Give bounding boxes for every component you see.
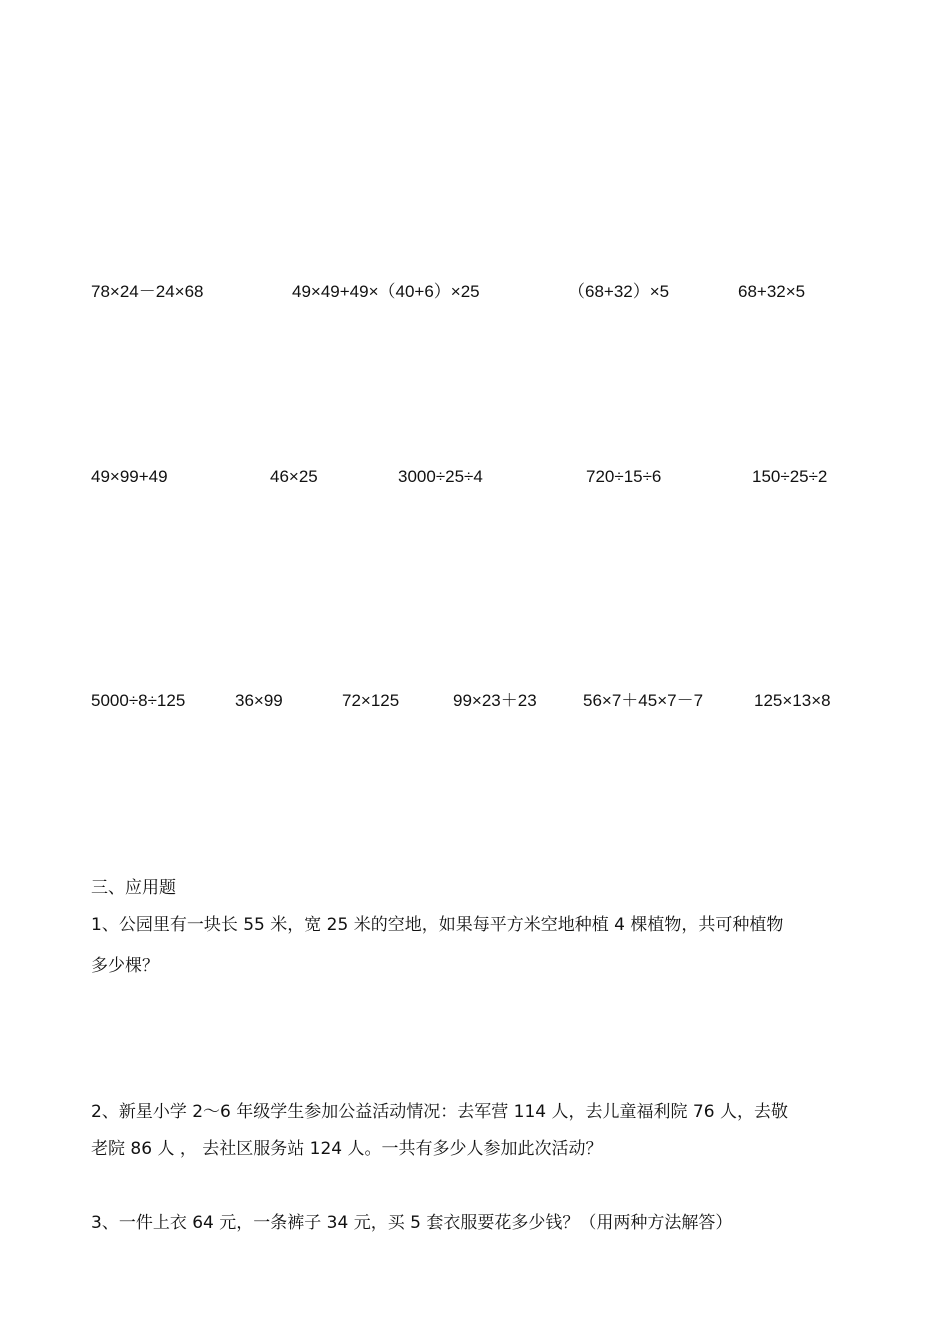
expression: 150÷25÷2 xyxy=(752,467,828,486)
expression: 49×49+49×（40+6）×25 xyxy=(292,282,480,301)
question-2-line-2: 老院 86 人 ， 去社区服务站 124 人。一共有多少人参加此次活动？ xyxy=(91,1139,603,1159)
expression: （68+32）×5 xyxy=(568,282,670,301)
expression: 99×23＋23 xyxy=(453,691,537,710)
expression: 68+32×5 xyxy=(738,282,806,301)
expression: 46×25 xyxy=(270,467,318,486)
question-2-line-1: 2、新星小学 2～6 年级学生参加公益活动情况：去军营 114 人，去儿童福利院 76 人，去敬 xyxy=(91,1102,788,1122)
question-3-line-1: 3、一件上衣 64 元，一条裤子 34 元，买 5 套衣服要花多少钱？（用两种方法解答） xyxy=(91,1213,733,1233)
expression: 3000÷25÷4 xyxy=(398,467,483,486)
expression: 72×125 xyxy=(342,691,400,710)
expression: 720÷15÷6 xyxy=(586,467,662,486)
question-1-line-1: 1、公园里有一块长 55 米，宽 25 米的空地，如果每平方米空地种植 4 棵植物，共可种植物 xyxy=(91,915,784,935)
expression: 78×24－24×68 xyxy=(91,282,204,301)
expression: 36×99 xyxy=(235,691,283,710)
expression: 125×13×8 xyxy=(754,691,831,710)
expression: 5000÷8÷125 xyxy=(91,691,186,710)
section-title: 三、应用题 xyxy=(91,878,176,898)
question-1-line-2: 多少棵？ xyxy=(91,956,159,976)
expression: 49×99+49 xyxy=(91,467,168,486)
expression: 56×7＋45×7－7 xyxy=(583,691,704,710)
